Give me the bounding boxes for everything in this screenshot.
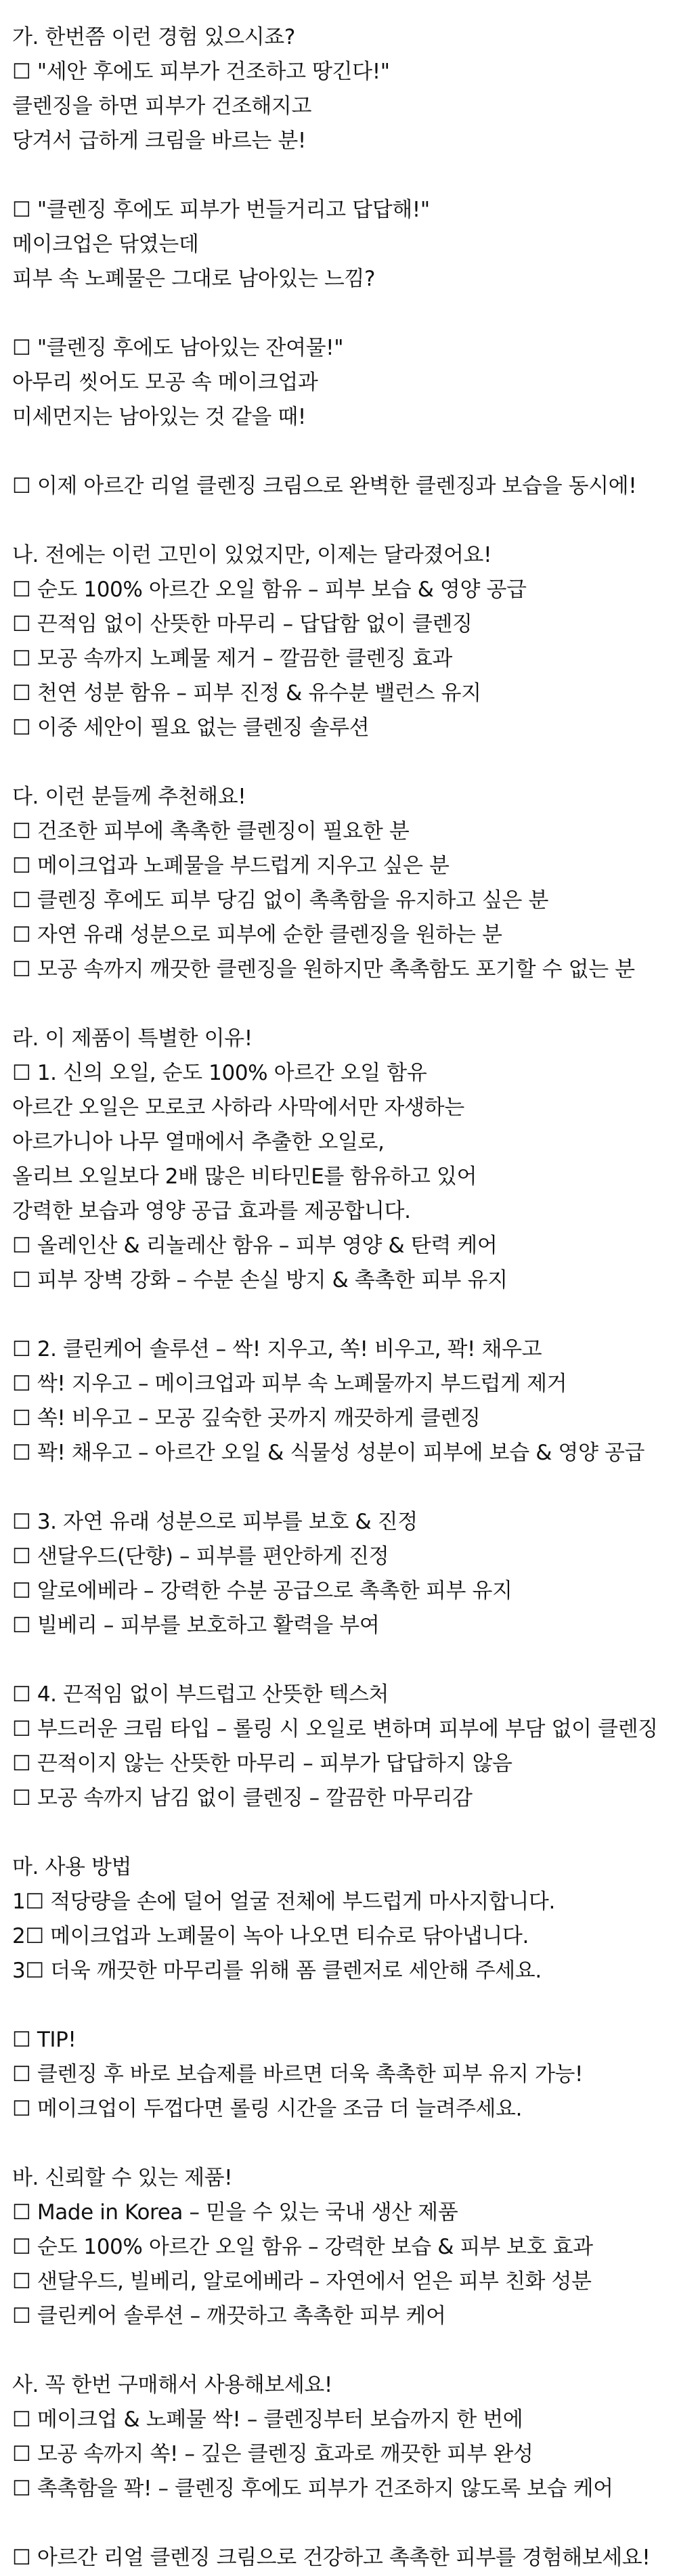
bullet-item: ☐ 클렌징 후 바로 보습제를 바르면 더욱 촉촉한 피부 유지 가능! <box>12 2062 584 2087</box>
body-text-line: 메이크업은 닦였는데 <box>12 232 199 257</box>
bullet-item: ☐ 아르간 리얼 클렌징 크림으로 건강하고 촉촉한 피부를 경험해보세요! <box>12 2546 651 2570</box>
blank-line <box>12 987 665 1022</box>
body-text-line: 아무리 씻어도 모공 속 메이크업과 <box>12 370 318 395</box>
bullet-item: ☐ 이제 아르간 리얼 클렌징 크림으로 완벽한 클렌징과 보습을 동시에! <box>12 474 637 498</box>
blank-line <box>12 158 665 193</box>
blank-line <box>12 2334 665 2368</box>
bullet-item: ☐ 자연 유래 성분으로 피부에 순한 클렌징을 원하는 분 <box>12 923 502 947</box>
blank-line <box>12 504 665 538</box>
bullet-item: 3☐ 더욱 깨끗한 마무리를 위해 폼 클렌저로 세안해 주세요. <box>12 1959 542 1983</box>
blank-line <box>12 1988 665 2023</box>
body-text-line: 강력한 보습과 영양 공급 효과를 제공합니다. <box>12 1199 411 1223</box>
bullet-item: ☐ 꽉! 채우고 – 아르간 오일 & 식물성 성분이 피부에 보습 & 영양 공급 <box>12 1441 645 1465</box>
section-heading: 라. 이 제품이 특별한 이유! <box>12 1026 253 1051</box>
section-heading: 가. 한번쯤 이런 경험 있으시죠? <box>12 25 295 49</box>
bullet-item: ☐ 모공 속까지 남김 없이 클렌징 – 깔끔한 마무리감 <box>12 1786 473 1810</box>
bullet-item: ☐ 메이크업과 노폐물을 부드럽게 지우고 싶은 분 <box>12 854 450 878</box>
bullet-item: ☐ 모공 속까지 노폐물 제거 – 깔끔한 클렌징 효과 <box>12 647 452 671</box>
blank-line <box>12 297 665 331</box>
bullet-item: ☐ 모공 속까지 깨끗한 클렌징을 원하지만 촉촉함도 포기할 수 없는 분 <box>12 957 635 982</box>
bullet-item: ☐ 끈적이지 않는 산뜻한 마무리 – 피부가 답답하지 않음 <box>12 1751 512 1776</box>
bullet-item: ☐ 부드러운 크림 타입 – 롤링 시 오일로 변하며 피부에 부담 없이 클렌징 <box>12 1717 658 1741</box>
section-heading: 바. 신뢰할 수 있는 제품! <box>12 2166 233 2190</box>
bullet-item: ☐ 올레인산 & 리놀레산 함유 – 피부 영양 & 탄력 케어 <box>12 1234 498 1258</box>
bullet-item: ☐ 순도 100% 아르간 오일 함유 – 강력한 보습 & 피부 보호 효과 <box>12 2235 593 2259</box>
bullet-item: ☐ "클렌징 후에도 남아있는 잔여물!" <box>12 336 344 360</box>
bullet-item: ☐ 알로에베라 – 강력한 수분 공급으로 촉촉한 피부 유지 <box>12 1579 512 1603</box>
bullet-item: ☐ 1. 신의 오일, 순도 100% 아르간 오일 함유 <box>12 1061 427 1085</box>
bullet-item: ☐ 싹! 지우고 – 메이크업과 피부 속 노폐물까지 부드럽게 제거 <box>12 1372 567 1396</box>
bullet-item: ☐ 쏙! 비우고 – 모공 깊숙한 곳까지 깨끗하게 클렌징 <box>12 1406 481 1431</box>
bullet-item: ☐ 샌달우드, 빌베리, 알로에베라 – 자연에서 얻은 피부 친화 성분 <box>12 2269 592 2294</box>
bullet-item: ☐ 촉촉함을 꽉! – 클렌징 후에도 피부가 건조하지 않도록 보습 케어 <box>12 2476 613 2501</box>
blank-line <box>12 2126 665 2161</box>
blank-line <box>12 1298 665 1332</box>
body-text-line: 미세먼지는 남아있는 것 같을 때! <box>12 405 306 429</box>
bullet-item: ☐ "클렌징 후에도 피부가 번들거리고 답답해!" <box>12 198 430 222</box>
body-text-line: 피부 속 노폐물은 그대로 남아있는 느낌? <box>12 267 376 291</box>
bullet-item: ☐ 2. 클린케어 솔루션 – 싹! 지우고, 쏙! 비우고, 꽉! 채우고 <box>12 1337 542 1361</box>
bullet-item: ☐ 피부 장벽 강화 – 수분 손실 방지 & 촉촉한 피부 유지 <box>12 1268 508 1292</box>
section-heading: 다. 이런 분들께 추천해요! <box>12 785 246 809</box>
bullet-item: ☐ 모공 속까지 쏙! – 깊은 클렌징 효과로 깨끗한 피부 완성 <box>12 2442 533 2466</box>
bullet-item: ☐ 메이크업 & 노폐물 싹! – 클렌징부터 보습까지 한 번에 <box>12 2407 523 2432</box>
section-heading: 나. 전에는 이런 고민이 있었지만, 이제는 달라졌어요! <box>12 543 492 567</box>
blank-line <box>12 2506 665 2541</box>
bullet-item: 2☐ 메이크업과 노폐물이 녹아 나오면 티슈로 닦아냅니다. <box>12 1924 529 1948</box>
blank-line <box>12 1816 665 1850</box>
bullet-item: ☐ 3. 자연 유래 성분으로 피부를 보호 & 진정 <box>12 1510 418 1534</box>
bullet-item: ☐ 이중 세안이 필요 없는 클렌징 솔루션 <box>12 716 370 740</box>
bullet-item: ☐ 클렌징 후에도 피부 당김 없이 촉촉함을 유지하고 싶은 분 <box>12 888 549 913</box>
bullet-item: ☐ 클린케어 솔루션 – 깨끗하고 촉촉한 피부 케어 <box>12 2304 446 2328</box>
bullet-item: ☐ TIP! <box>12 2028 77 2052</box>
blank-line <box>12 435 665 469</box>
bullet-item: ☐ 천연 성분 함유 – 피부 진정 & 유수분 밸런스 유지 <box>12 681 481 705</box>
blank-line <box>12 745 665 780</box>
body-text-line: 당겨서 급하게 크림을 바르는 분! <box>12 129 306 153</box>
bullet-item: ☐ 빌베리 – 피부를 보호하고 활력을 부여 <box>12 1613 380 1638</box>
bullet-item: ☐ 순도 100% 아르간 오일 함유 – 피부 보습 & 영양 공급 <box>12 577 527 602</box>
bullet-item: ☐ 건조한 피부에 촉촉한 클렌징이 필요한 분 <box>12 819 410 844</box>
bullet-item: ☐ 메이크업이 두껍다면 롤링 시간을 조금 더 늘려주세요. <box>12 2097 523 2121</box>
bullet-item: ☐ 샌달우드(단향) – 피부를 편안하게 진정 <box>12 1544 389 1569</box>
section-heading: 마. 사용 방법 <box>12 1855 132 1879</box>
body-text-line: 클렌징을 하면 피부가 건조해지고 <box>12 94 312 118</box>
blank-line <box>12 1470 665 1505</box>
bullet-item: ☐ Made in Korea – 믿을 수 있는 국내 생산 제품 <box>12 2200 458 2225</box>
section-heading: 사. 꼭 한번 구매해서 사용해보세요! <box>12 2373 332 2397</box>
body-text-line: 아르가니아 나무 열매에서 추출한 오일로, <box>12 1130 385 1154</box>
bullet-item: 1☐ 적당량을 손에 덜어 얼굴 전체에 부드럽게 마사지합니다. <box>12 1890 555 1914</box>
bullet-item: ☐ 끈적임 없이 산뜻한 마무리 – 답답함 없이 클렌징 <box>12 612 473 636</box>
bullet-item: ☐ 4. 끈적임 없이 부드럽고 산뜻한 텍스처 <box>12 1682 389 1707</box>
blank-line <box>12 1643 665 1678</box>
bullet-item: ☐ "세안 후에도 피부가 건조하고 땅긴다!" <box>12 60 390 84</box>
body-text-line: 아르간 오일은 모로코 사하라 사막에서만 자생하는 <box>12 1095 464 1120</box>
body-text-line: 올리브 오일보다 2배 많은 비타민E를 함유하고 있어 <box>12 1164 477 1189</box>
